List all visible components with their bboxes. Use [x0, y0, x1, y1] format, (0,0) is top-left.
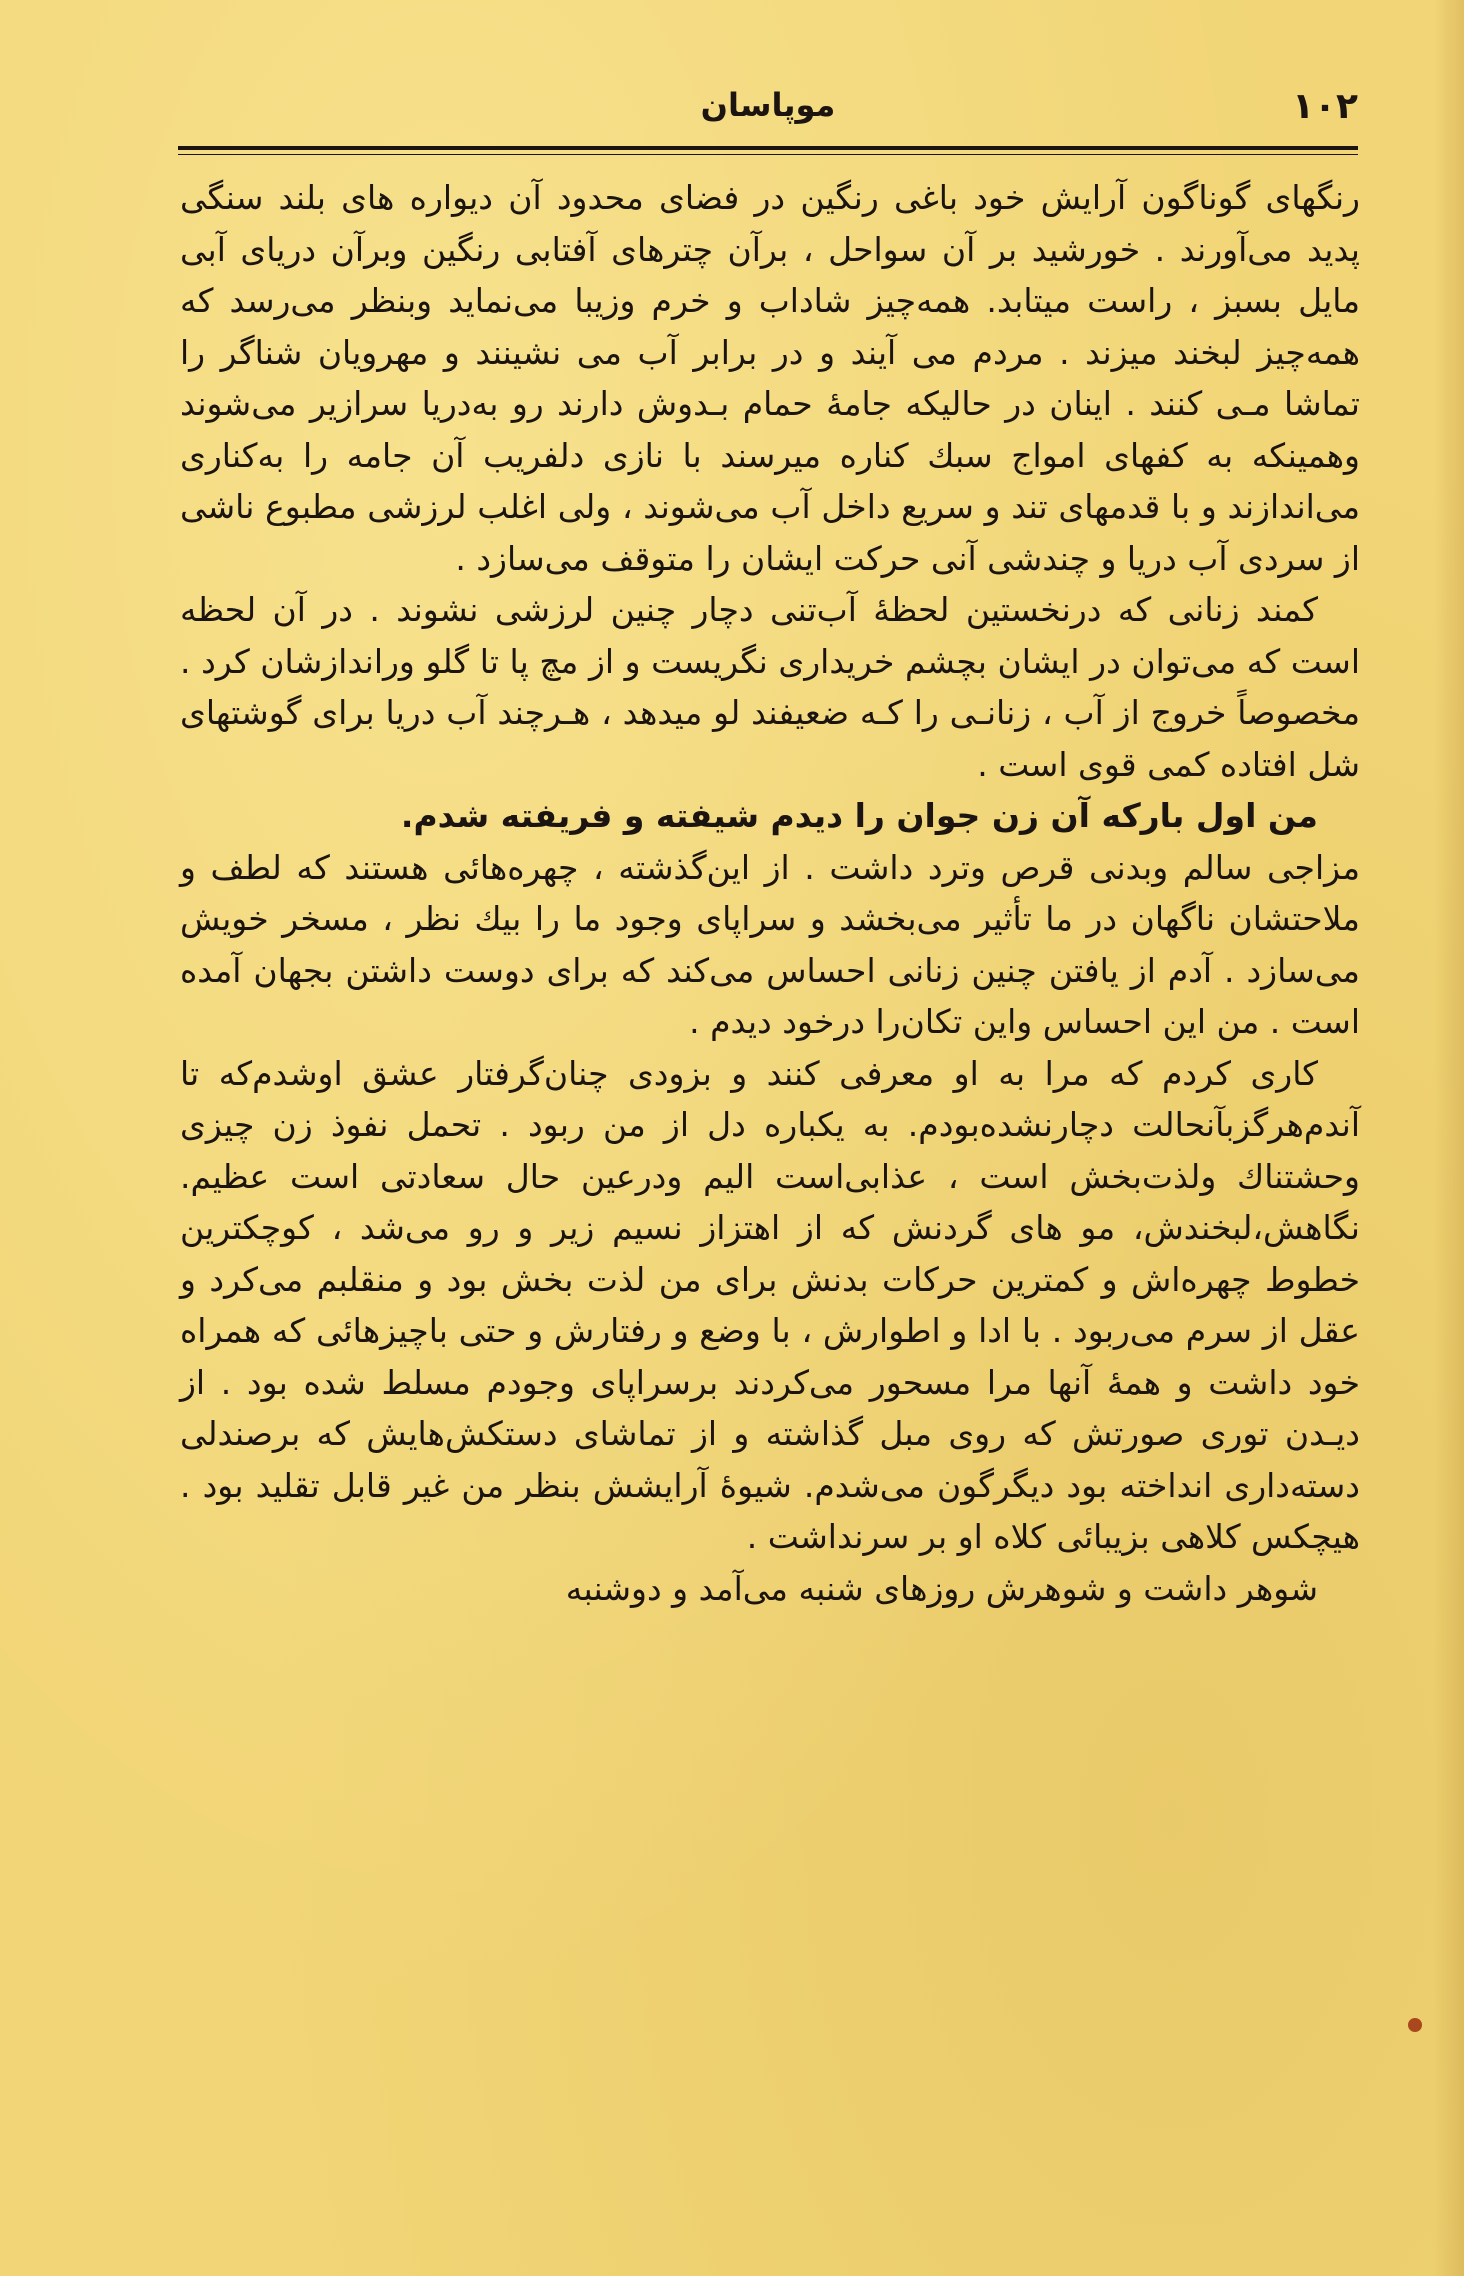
running-title: موپاسان: [700, 86, 836, 124]
body-text: [180, 172, 1360, 1614]
paragraph-5: کاری کردم که مرا به او معرفی کنند و بزودی چنان‌گرفتار عشق اوشدم‌که تا آندم‌هرگز‌بآنحالت دچارنشده‌بودم. به یکباره دل از من ربود . تحمل نفوذ زن چیزی وحشتناك ولذت‌بخش است ، عذابی‌است الیم ودرعین حال سعادتی است عظیم. نگاهش،لبخندش، مو های گردنش که از اهتزاز نسیم زیر و رو می‌شد ، کوچکترین خطوط چهره‌اش و کمترین حرکات بدنش برای من لذت بخش بود و منقلبم می‌کرد و عقل از سرم می‌ربود . با ادا و اطوارش ، با وضع و رفتارش و حتی باچیزهائی که همراه خود داشت و همهٔ آنها مرا مسحور می‌کردند برسراپای وجودم مسلط شده بود . از دیـدن توری صورتش که روی مبل گذاشته و از تماشای دستکش‌هایش که برصندلی دسته‌داری انداخته بود دیگرگون می‌شدم. شیوهٔ آرایشش بنظر من غیر قابل تقلید بود . هیچکس کلاهی بزیبائی کلاه او بر سرنداشت .: [180, 1053, 1360, 1556]
ink-spot: [1408, 2018, 1422, 2032]
header-rule-thick: [178, 146, 1358, 150]
page-edge-shadow: [1434, 0, 1464, 2276]
paragraph-4: مزاجی سالم وبدنی قرص وترد داشت . از این‌گذشته ، چهره‌هائی هستند که لطف و ملاحتشان ناگهان در ما تأثیر می‌بخشد و سراپای وجود ما را بیك نظر ، مسخر خویش می‌سازد . آدم از یافتن چنین زنانی احساس می‌کند که برای دوست داشتن بجهان آمده است . من این احساس واین تکان‌را درخود دیدم .: [180, 847, 1360, 1041]
paragraph-3: من اول بارکه آن زن جوان را دیدم شیفته و فریفته شدم.: [400, 796, 1318, 835]
paragraph-2: کمند زنانی که درنخستین لحظهٔ آب‌تنی دچار چنین لرزشی نشوند . در آن لحظه است که می‌توان در ایشان بچشم خریداری نگریست و از مچ پا تا گلو وراندازشان کرد . مخصوصاً خروج از آب ، زنانـی را کـه ضعیفند لو میدهد ، هـرچند آب دریا برای گوشتهای شل افتاده کمی قوی است .: [180, 590, 1360, 784]
paragraph-6: شوهر داشت و شوهرش روزهای شنبه می‌آمد و دوشنبه: [565, 1568, 1318, 1608]
page-number: ۱۰۲: [1292, 86, 1358, 127]
header-rule-thin: [178, 154, 1358, 155]
running-head: [178, 80, 1358, 140]
paragraph-1: رنگهای گوناگون آرایش خود باغی رنگین در فضای محدود آن دیواره های بلند سنگی پدید می‌آورند . خورشید بر آن سواحل ، برآن چترهای آفتابی رنگین وبرآن دریای آبی مایل بسبز ، راست میتابد. همه‌چیز شاداب و خرم وزیبا می‌نماید وبنظر می‌رسد که همه‌چیز لبخند میزند . مردم می آیند و در برابر آب می نشینند و مهرویان شناگر را تماشا مـی کنند . اینان در حالیکه جامهٔ حمام بـدوش دارند رو به‌دریا سرازیر می‌شوند وهمینکه به کفهای امواج سبك کناره میرسند با نازی دلفریب آن جامه را به‌کناری می‌اندازند و با قدمهای تند و سریع داخل آب می‌شوند ، ولی اغلب لرزشی مطبوع ناشی از سردی آب دریا و چندشی آنی حرکت ایشان را متوقف می‌سازد .: [180, 178, 1360, 578]
